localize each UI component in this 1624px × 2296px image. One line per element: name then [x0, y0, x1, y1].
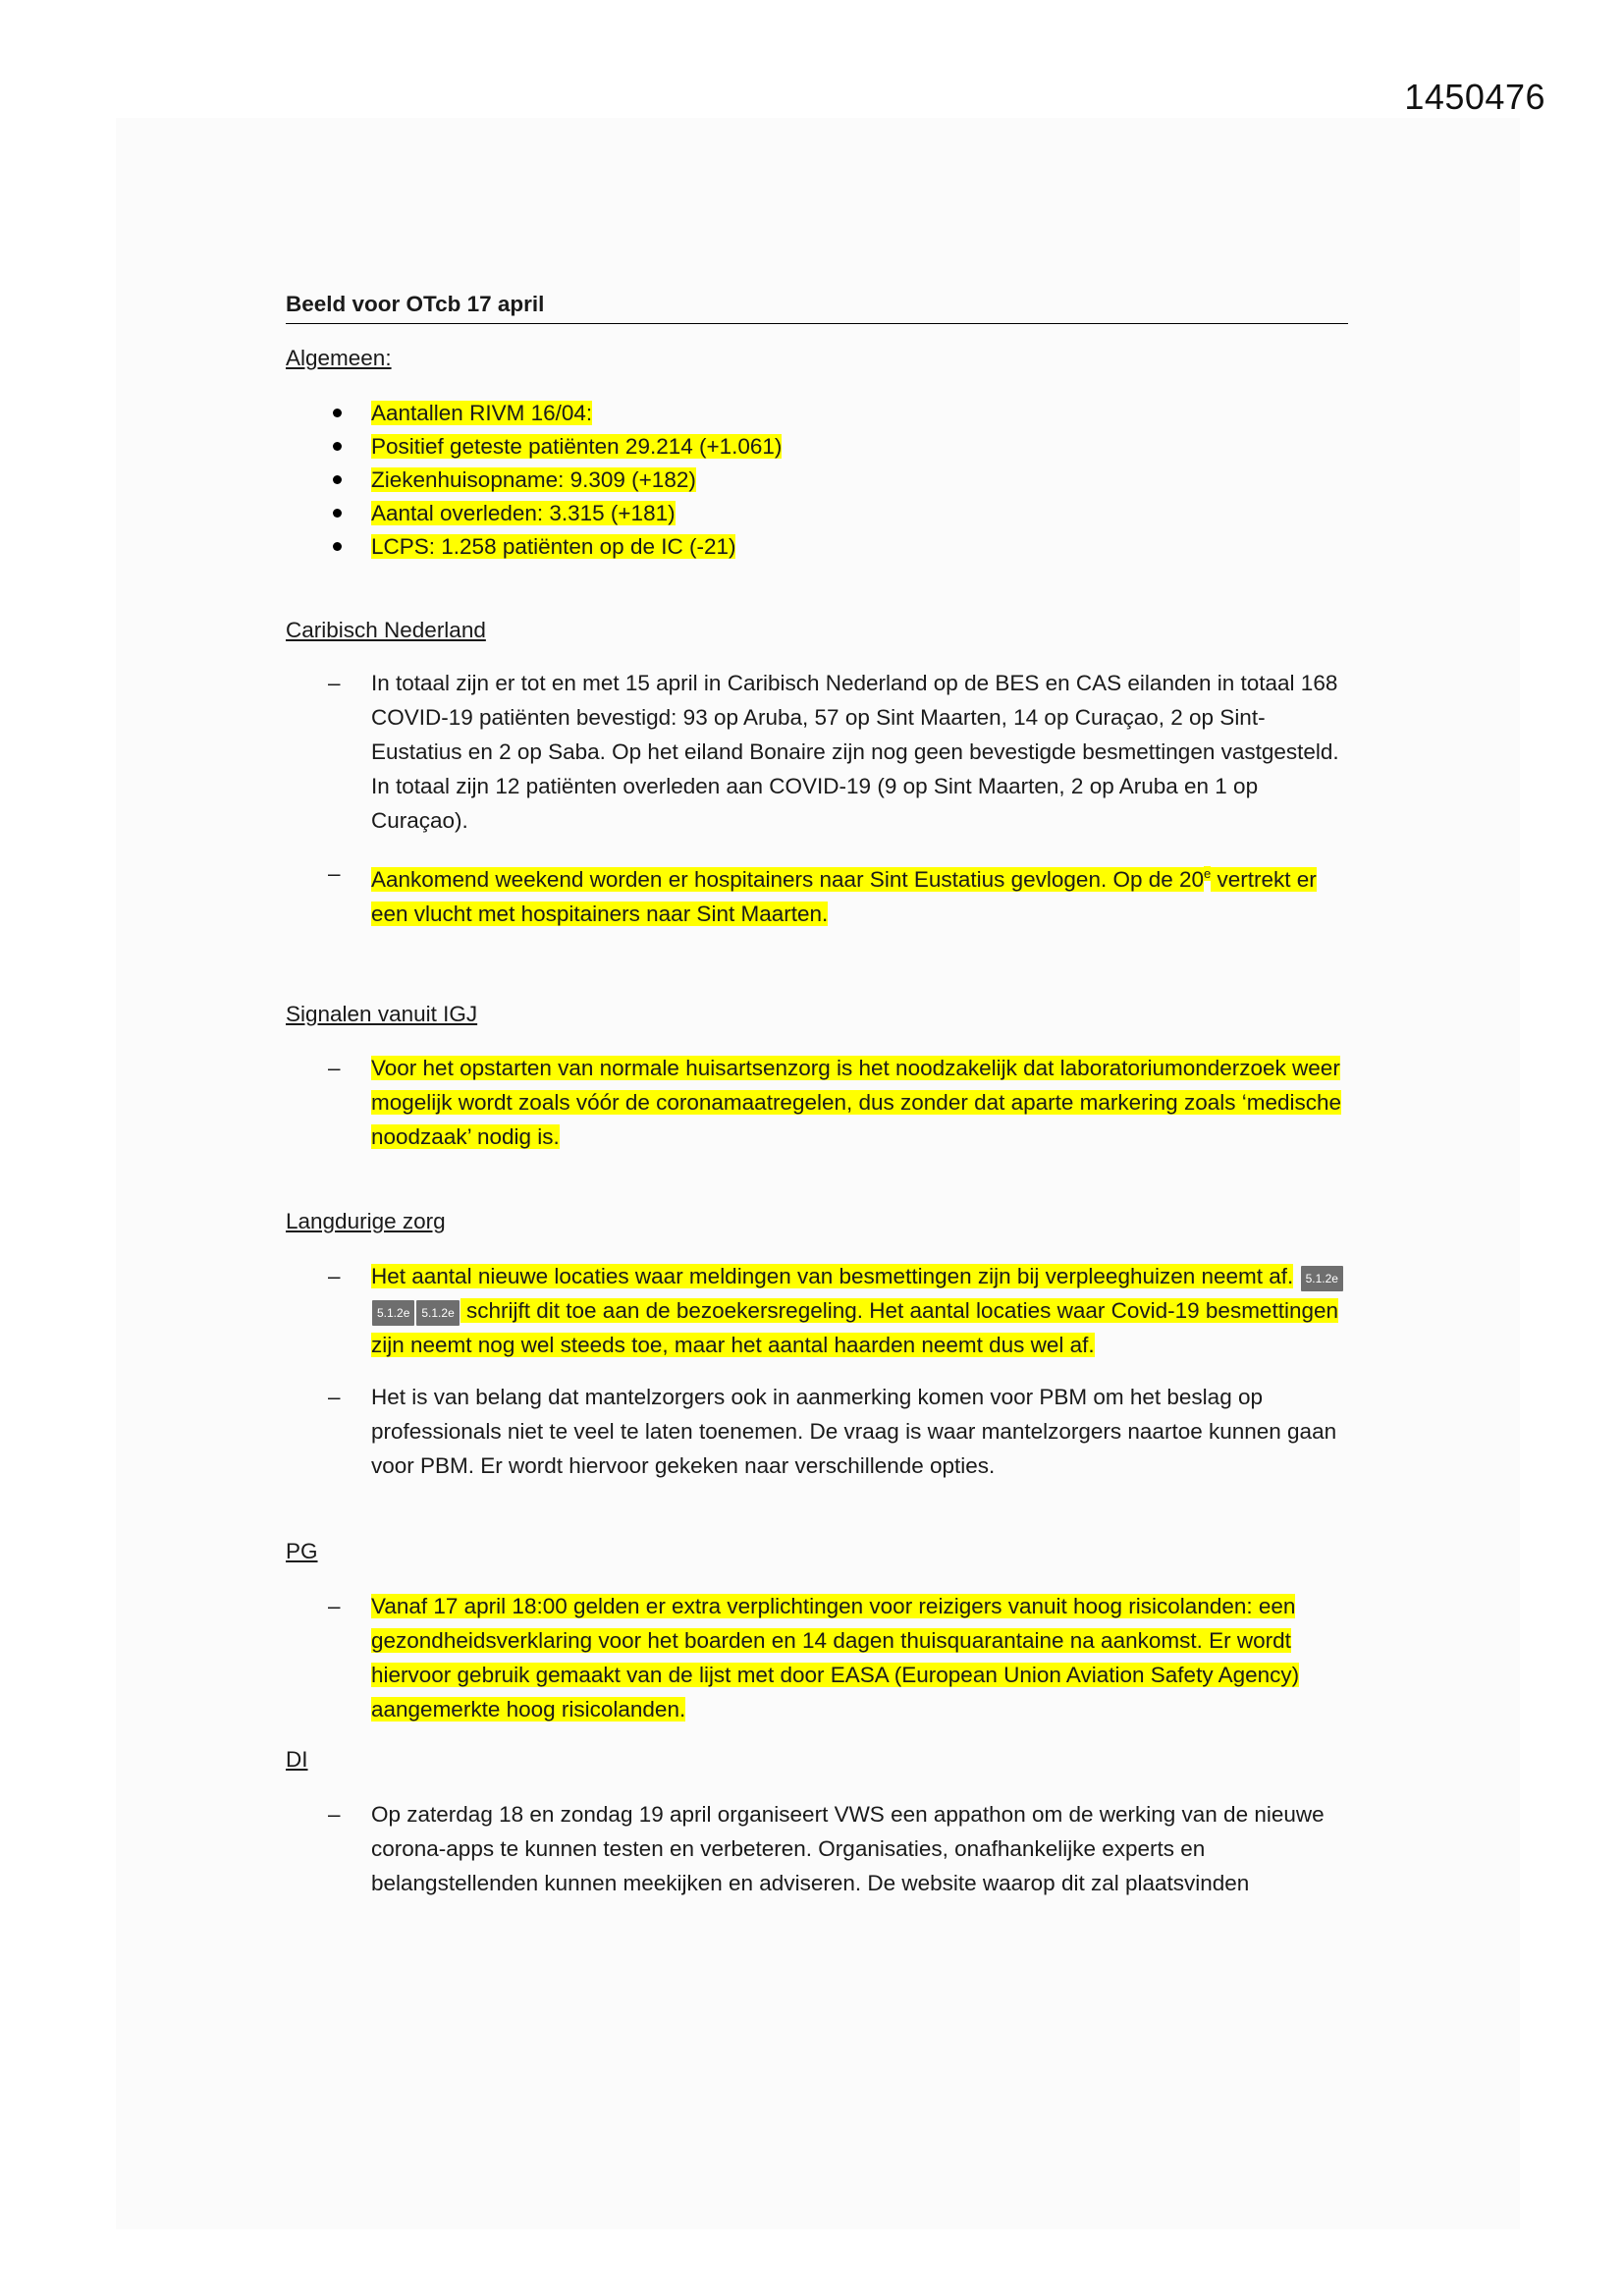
- dash-icon: –: [328, 1385, 341, 1409]
- dash-icon: –: [328, 671, 341, 695]
- paragraph-igj-1: – Voor het opstarten van normale huisartsenzorg is het noodzakelijk dat laboratoriumonderzoek weer mogelijk wordt zoals vóór de coronamaatregelen, dus zonder dat aparte markering zoals ‘medische noodzaak’ nodig is.: [286, 1051, 1348, 1154]
- paragraph-langdurige-2: – Het is van belang dat mantelzorgers ook in aanmerking komen voor PBM om het beslag op professionals niet te veel te laten toenemen. De vraag is waar mantelzorgers naartoe kunnen gaan voor PBM. Er wordt hiervoor gekeken naar verschillende opties.: [286, 1380, 1348, 1483]
- document-title: Beeld voor OTcb 17 april: [286, 287, 1348, 324]
- dash-icon: –: [328, 861, 341, 886]
- dash-icon: –: [328, 1056, 341, 1080]
- list-item: Aantal overleden: 3.315 (+181): [286, 496, 782, 529]
- list-item: Aantallen RIVM 16/04:: [286, 396, 782, 429]
- paragraph-di-1: – Op zaterdag 18 en zondag 19 april organiseert VWS een appathon om de werking van de nieuwe corona-apps te kunnen testen en verbeteren. Organisaties, onafhankelijke experts en belangstellenden kunnen meekijken en adviseren. De website waarop dit zal plaatsvinden: [286, 1797, 1348, 1900]
- list-item: Positief geteste patiënten 29.214 (+1.061): [286, 429, 782, 463]
- heading-signalen-igj: Signalen vanuit IGJ: [286, 1002, 478, 1026]
- heading-algemeen: Algemeen:: [286, 346, 392, 370]
- heading-pg: PG: [286, 1539, 318, 1563]
- list-item: Ziekenhuisopname: 9.309 (+182): [286, 463, 782, 496]
- algemeen-bullet-list: [286, 396, 782, 563]
- heading-di: DI: [286, 1747, 308, 1772]
- dash-icon: –: [328, 1264, 341, 1288]
- paragraph-caribisch-1: – In totaal zijn er tot en met 15 april in Caribisch Nederland op de BES en CAS eilanden in totaal 168 COVID-19 patiënten bevestigd: 93 op Aruba, 57 op Sint Maarten, 14 op Curaçao, 2 op Sint-Eustatius en 2 op Saba. Op het eiland Bonaire zijn nog geen bevestigde besmettingen vastgesteld. In totaal zijn 12 patiënten overleden aan COVID-19 (9 op Sint Maarten, 2 op Aruba en 1 op Curaçao).: [286, 666, 1348, 838]
- list-item: LCPS: 1.258 patiënten op de IC (-21): [286, 529, 782, 563]
- dash-icon: –: [328, 1802, 341, 1827]
- bullet-icon: [333, 475, 342, 484]
- paragraph-caribisch-2: – Aankomend weekend worden er hospitainers naar Sint Eustatius gevlogen. Op de 20e vertrekt er een vlucht met hospitainers naar Sint Maarten.: [286, 856, 1348, 931]
- paragraph-pg-1: – Vanaf 17 april 18:00 gelden er extra verplichtingen voor reizigers vanuit hoog risicolanden: een gezondheidsverklaring voor het boarden en 14 dagen thuisquarantaine na aankomst. Er wordt hiervoor gebruik gemaakt van de lijst met door EASA (European Union Aviation Safety Agency) aangemerkte hoog risicolanden.: [286, 1589, 1348, 1726]
- bullet-icon: [333, 542, 342, 551]
- bullet-icon: [333, 409, 342, 417]
- dash-icon: –: [328, 1594, 341, 1618]
- bullet-icon: [333, 442, 342, 451]
- bullet-icon: [333, 509, 342, 518]
- heading-langdurige-zorg: Langdurige zorg: [286, 1209, 446, 1233]
- redaction-box: 5.1.2e: [372, 1300, 414, 1326]
- heading-caribisch-nederland: Caribisch Nederland: [286, 618, 486, 642]
- document-id: 1450476: [1404, 77, 1545, 117]
- redaction-box: 5.1.2e: [1301, 1266, 1343, 1291]
- paragraph-langdurige-1: – Het aantal nieuwe locaties waar meldingen van besmettingen zijn bij verpleeghuizen neemt af. 5.1.2e5.1.2e 5.1.2e schrijft dit toe aan de bezoekersregeling. Het aantal locaties waar Covid-19 besmettingen zijn neemt nog wel steeds toe, maar het aantal haarden neemt dus wel af.: [286, 1259, 1348, 1362]
- redaction-box: 5.1.2e: [416, 1300, 459, 1326]
